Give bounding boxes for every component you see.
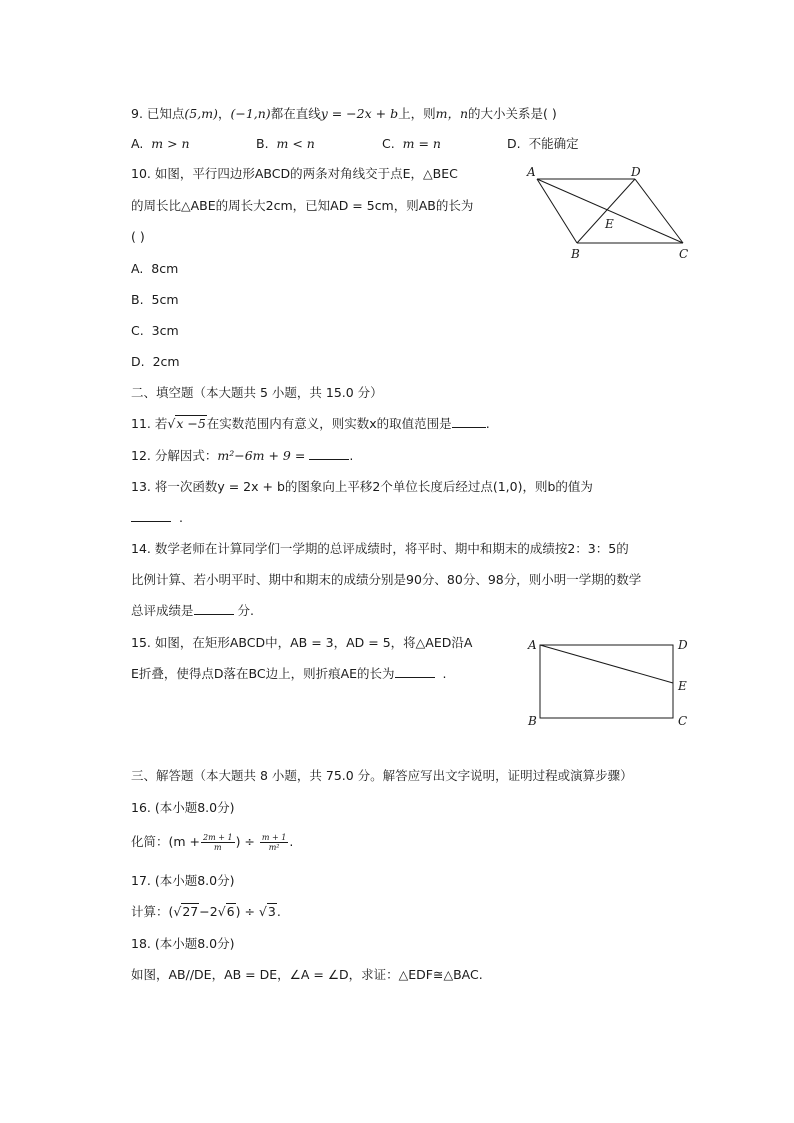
q10-option-d: D. 2cm xyxy=(131,354,180,369)
edge-ab xyxy=(537,179,577,243)
q9-option-a: A. m > n xyxy=(131,136,190,151)
edge-dc xyxy=(635,179,683,243)
diagonal-bd xyxy=(577,179,635,243)
label-b: B xyxy=(528,714,537,728)
q12: 12. 分解因式：m²−6m + 9 = . xyxy=(131,448,354,463)
fold-line-ae xyxy=(540,645,673,683)
q9-equation: y = −2x + b xyxy=(320,106,399,121)
q13-line1: 13. 将一次函数y = 2x + b的图象向上平移2个单位长度后经过点(1,0)，则b的值为 xyxy=(131,479,593,494)
q10-line1: 10. 如图，平行四边形ABCD的两条对角线交于点E，△BEC xyxy=(131,166,458,181)
q16-expr: 化简：(m + $\frac{2m + 1}{m}$ ) ÷ $\frac{m + 1}{\text{m²}}$ . xyxy=(131,833,294,852)
q15-line1: 15. 如图，在矩形ABCD中，AB = 3，AD = 5，将△AED沿A xyxy=(131,635,473,650)
q9-text-d: 的大小关系是( ) xyxy=(468,106,557,121)
label-a: A xyxy=(528,638,537,652)
q13-blank xyxy=(131,520,171,522)
rectangle-figure xyxy=(520,630,700,735)
q13-line2: . xyxy=(131,510,183,526)
label-d: D xyxy=(678,638,688,652)
q9-option-b: B. m < n xyxy=(256,136,315,151)
q14-blank xyxy=(194,613,234,615)
q10-option-c: C. 3cm xyxy=(131,323,179,338)
q17-head: 17. (本小题8.0分) xyxy=(131,873,235,888)
q17-expr: 计算：(√27−2√6) ÷ √3. xyxy=(131,904,281,919)
label-c: C xyxy=(679,247,689,261)
q9-option-c: C. m = n xyxy=(382,136,441,151)
parallelogram-figure xyxy=(520,160,700,270)
q9-sep: ， xyxy=(217,106,231,121)
q9-point2: (−1,n) xyxy=(230,106,271,121)
q11-radicand: x −5 xyxy=(176,416,206,431)
q16-head: 16. (本小题8.0分) xyxy=(131,800,235,815)
q9-option-d: D. 不能确定 xyxy=(507,136,579,151)
q9-text-b: 都在直线 xyxy=(270,106,321,121)
label-a: A xyxy=(527,165,536,179)
section2-title: 二、填空题（本大题共 5 小题，共 15.0 分） xyxy=(131,385,383,400)
q14-line3: 总评成绩是 分. xyxy=(131,603,254,618)
q10-option-a: A. 8cm xyxy=(131,261,179,276)
label-b: B xyxy=(571,247,580,261)
q11-blank xyxy=(452,426,486,428)
q12-blank xyxy=(309,458,349,460)
q15-line2: E折叠，使得点D落在BC边上，则折痕AE的长为 . xyxy=(131,666,447,681)
section3-title: 三、解答题（本大题共 8 小题，共 75.0 分。解答应写出文字说明，证明过程或演算步骤） xyxy=(131,768,633,783)
q11: 11. 若√x −5在实数范围内有意义，则实数x的取值范围是 . xyxy=(131,416,490,431)
q18-line: 如图，AB//DE，AB = DE，∠A = ∠D，求证：△EDF≅△BAC. xyxy=(131,967,483,982)
label-c: C xyxy=(678,714,688,728)
q14-line1: 14. 数学老师在计算同学们一学期的总评成绩时，将平时、期中和期末的成绩按2：3：5的 xyxy=(131,541,629,556)
q10-line3: ( ) xyxy=(131,229,145,244)
q9-stem xyxy=(131,106,557,122)
diagonal-ac xyxy=(537,179,683,243)
label-e: E xyxy=(678,679,687,693)
label-e: E xyxy=(605,217,614,231)
q14-line2: 比例计算、若小明平时、期中和期末的成绩分别是90分、80分、98分，则小明一学期的数学 xyxy=(131,572,642,587)
q10-line2: 的周长比△ABE的周长大2cm，已知AD = 5cm，则AB的长为 xyxy=(131,198,474,213)
q10-option-b: B. 5cm xyxy=(131,292,179,307)
q9-point1: (5,m) xyxy=(184,106,218,121)
q9-text-a: 9. 已知点 xyxy=(131,106,185,121)
q9-text-c: 上，则 xyxy=(398,106,436,121)
q9-vars: m，n xyxy=(435,106,469,121)
q18-head: 18. (本小题8.0分) xyxy=(131,936,235,951)
rect-abcd xyxy=(540,645,673,718)
q12-expr: m²−6m + 9 = xyxy=(217,448,306,463)
label-d: D xyxy=(631,165,641,179)
q15-blank xyxy=(395,676,435,678)
